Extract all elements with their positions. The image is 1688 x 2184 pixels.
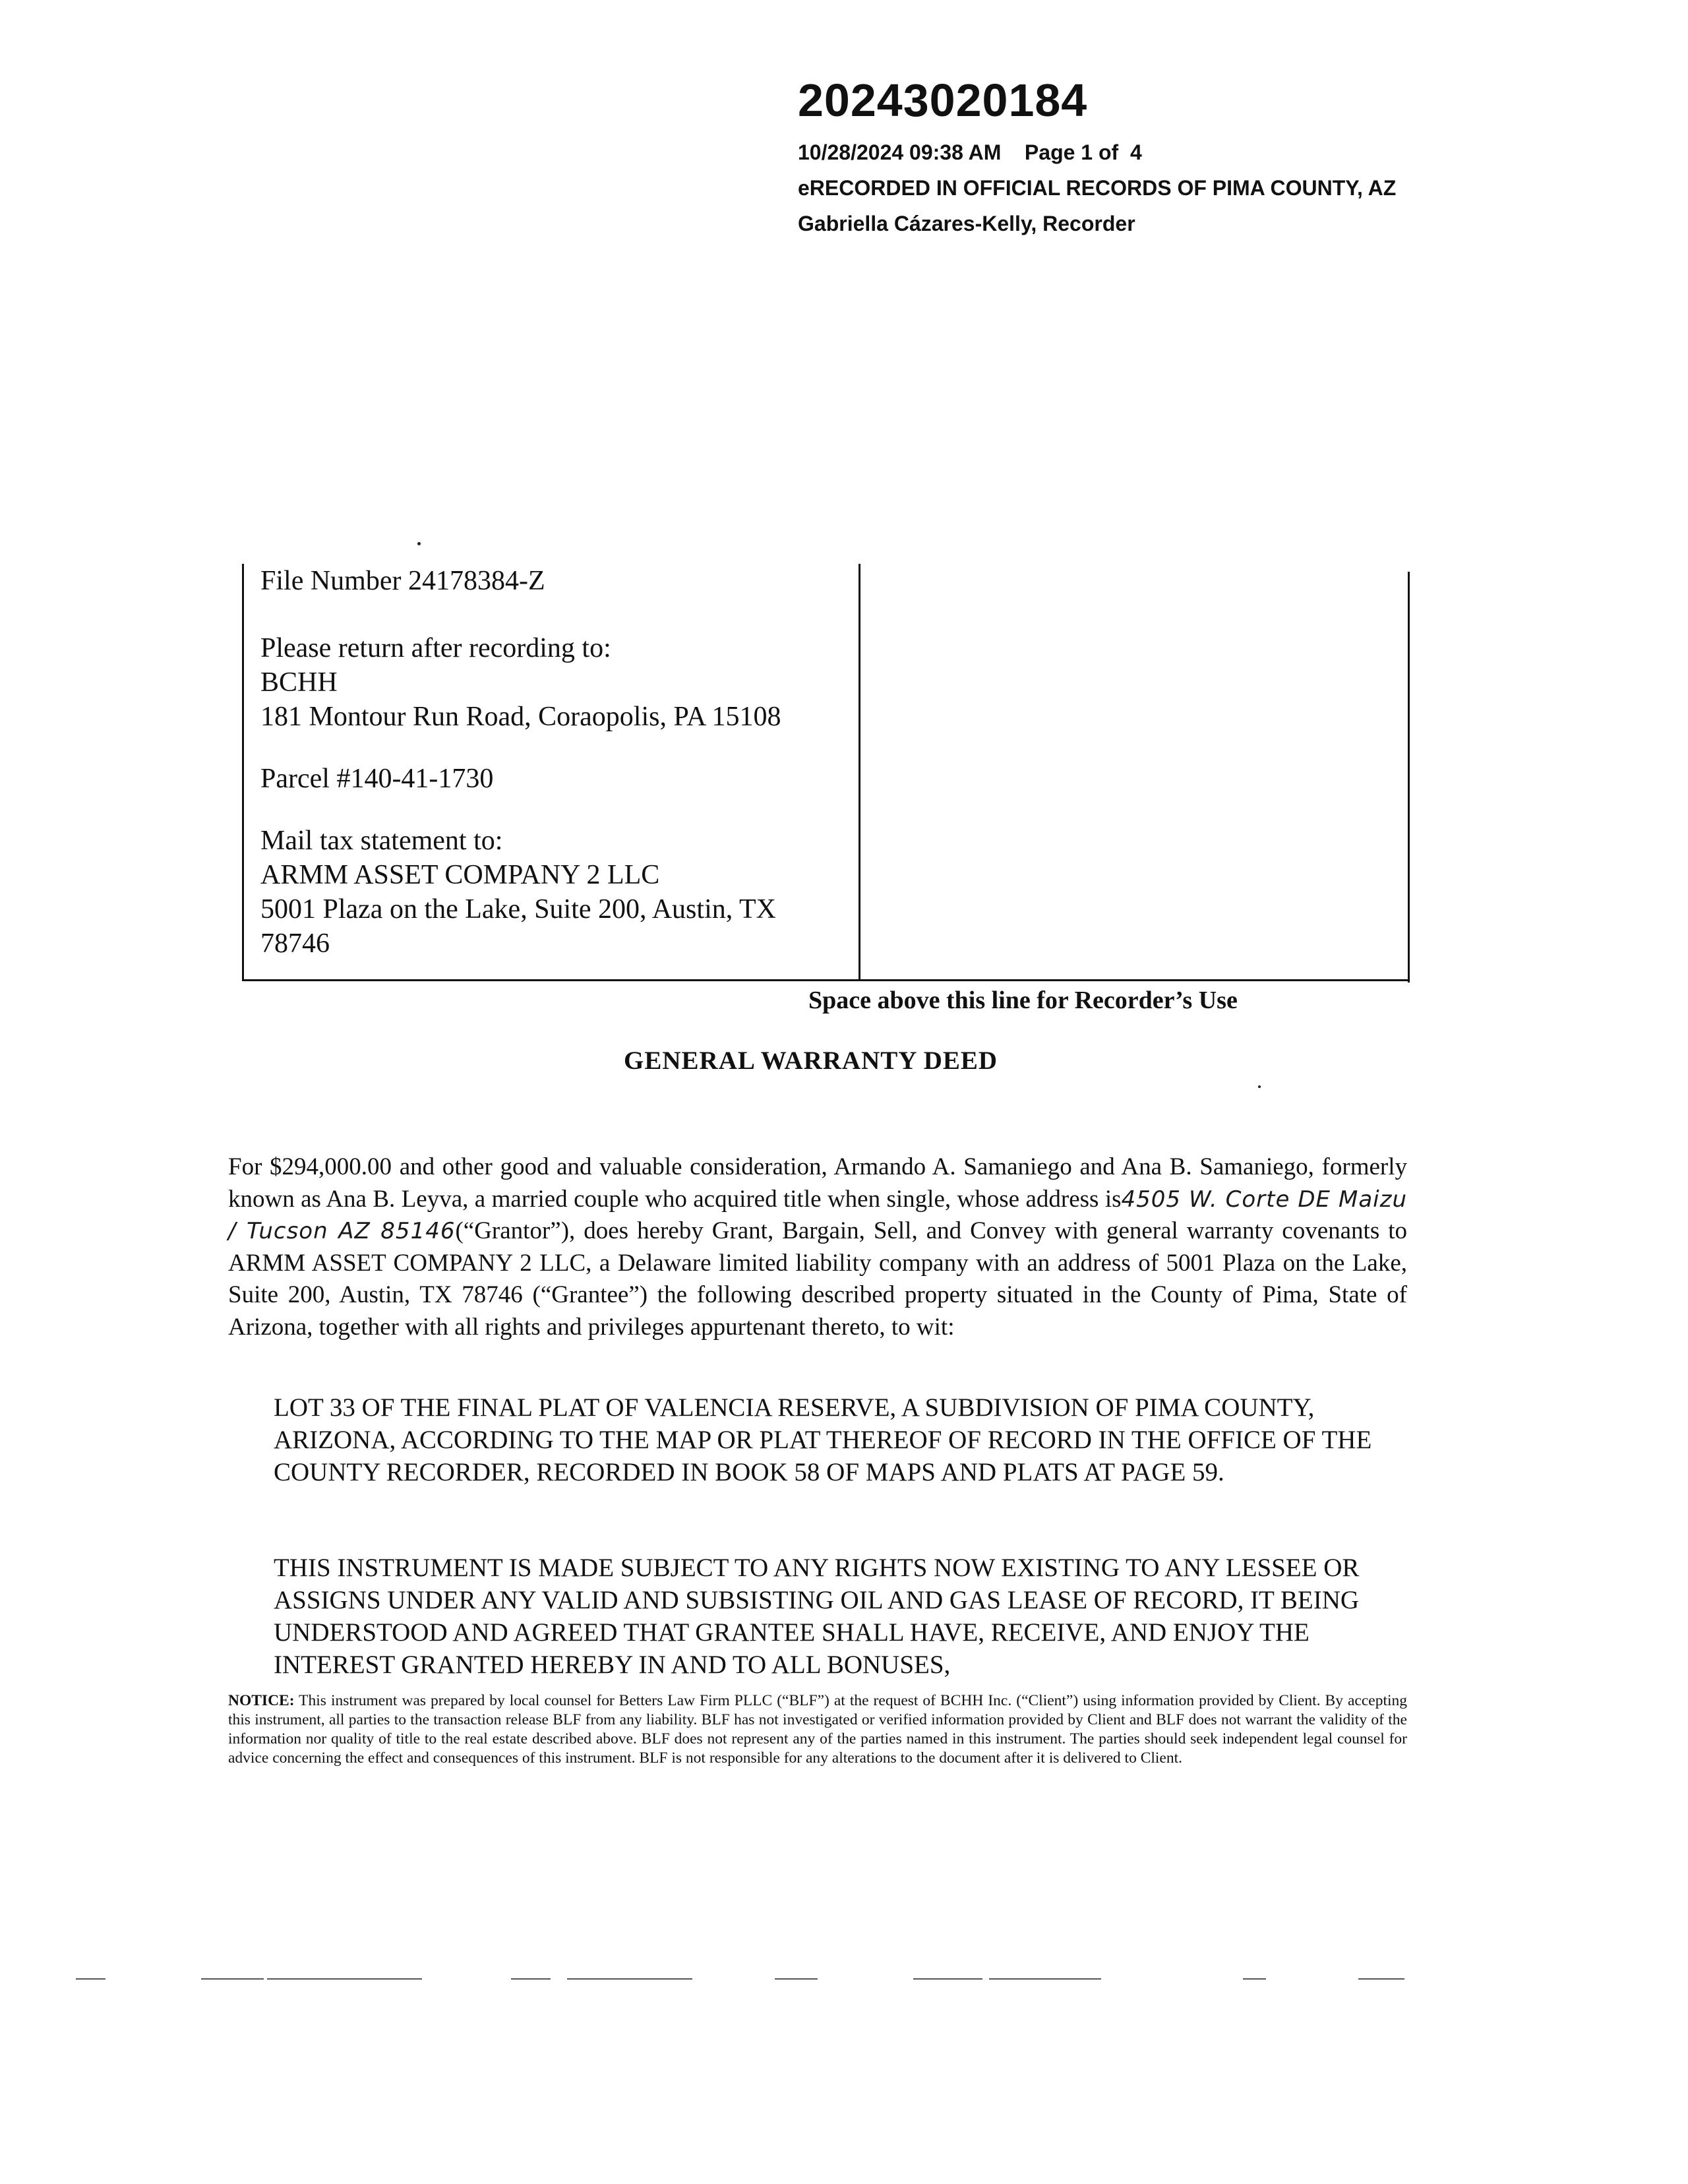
mail-tax-address-line-2: 78746: [260, 928, 330, 959]
preparer-notice: [228, 1691, 1407, 1768]
recording-info-text: [260, 564, 857, 961]
scan-artifact: [913, 1978, 982, 1980]
conveyance-paragraph: [228, 1151, 1407, 1343]
mail-tax-name: ARMM ASSET COMPANY 2 LLC: [260, 860, 660, 890]
scan-artifact: [201, 1978, 264, 1980]
subject-clause: THIS INSTRUMENT IS MADE SUBJECT TO ANY RIGHTS NOW EXISTING TO ANY LESSEE OR ASSIGNS UNDER ANY VALID AND SUBSISTING OIL AND GAS LEASE OF RECORD, IT BEING UNDERSTOOD AND AGREED THAT GRANTEE SHALL HAVE, RECEIVE, AND ENJOY THE INTEREST GRANTED HEREBY IN AND TO ALL BONUSES,: [274, 1554, 1360, 1679]
return-name: BCHH: [260, 667, 338, 698]
scan-artifact: [775, 1978, 818, 1980]
recording-stamp: [798, 74, 1396, 241]
return-address: 181 Montour Run Road, Coraopolis, PA 15108: [260, 702, 781, 732]
conveyance-text-end: (“Grantor”), does hereby Grant, Bargain, Sell, and Convey with general warranty covenants to ARMM ASSET COMPANY 2 LLC, a Delaware limited liability company with an address of 5001 Plaza on the Lake, Suite 200, Austin, TX 78746 (“Grantee”) the following described property situated in the County of Pima, State of Arizona, together with all rights and privileges appurtenant thereto, to wit:: [228, 1217, 1408, 1341]
scan-artifact: [989, 1978, 1101, 1980]
parcel-number: Parcel #140-41-1730: [260, 764, 494, 794]
recorded-line: eRECORDED IN OFFICIAL RECORDS OF PIMA COUNTY, AZ: [798, 176, 1397, 200]
mail-tax-address-line-1: 5001 Plaza on the Lake, Suite 200, Austin, TX: [260, 894, 776, 925]
box-bottom-border: [242, 979, 1410, 981]
notice-text: This instrument was prepared by local counsel for Betters Law Firm PLLC (“BLF”) at the request of BCHH Inc. (“Client”) using information provided by Client. By accepting this instrument, all parties to the transaction release BLF from any liability. BLF has not investigated or verified information provided by Client and BLF does not warrant the validity of the information nor quality of title to the real estate described above. BLF does not represent any of the parties named in this instrument. The parties should seek independent legal counsel for advice concerning the effect and consequences of this instrument. BLF is not responsible for any alterations to the document after it is delivered to Client.: [228, 1692, 1407, 1767]
handwritten-address: 4505 W. Corte DE Maizu / Tucson AZ 85146: [228, 1186, 1408, 1244]
scan-speck: [417, 542, 421, 545]
deed-title: GENERAL WARRANTY DEED: [624, 1046, 998, 1075]
scan-artifact: [267, 1978, 422, 1980]
scan-artifact: [1243, 1978, 1266, 1980]
return-label: Please return after recording to:: [260, 633, 611, 663]
document-number: 20243020184: [798, 75, 1088, 126]
box-left-border: [242, 564, 244, 981]
box-right-border: [1408, 572, 1410, 983]
recording-info-box: [242, 564, 1402, 983]
box-divider: [859, 564, 860, 979]
conveyance-text-start: For $294,000.00 and other good and valuable consideration, Armando A. Samaniego and Ana B. Samaniego, formerly known as Ana B. Leyva, a married couple who acquired title when single, whose address is: [228, 1153, 1407, 1213]
notice-label: NOTICE:: [228, 1692, 295, 1709]
scan-artifact: [511, 1978, 551, 1980]
file-number: File Number 24178384-Z: [260, 566, 545, 596]
scan-speck: [1258, 1085, 1261, 1088]
recorder-use-label: Space above this line for Recorder’s Use: [808, 986, 1238, 1014]
legal-description: LOT 33 OF THE FINAL PLAT OF VALENCIA RESERVE, A SUBDIVISION OF PIMA COUNTY, ARIZONA, ACCORDING TO THE MAP OR PLAT THEREOF OF RECORD IN THE OFFICE OF THE COUNTY RECORDER, RECORDED IN BOOK 58 OF MAPS AND PLATS AT PAGE 59.: [274, 1393, 1372, 1486]
scan-artifact: [76, 1978, 106, 1980]
mail-tax-label: Mail tax statement to:: [260, 826, 503, 856]
scan-artifact: [1358, 1978, 1404, 1980]
recording-datetime-page: 10/28/2024 09:38 AM Page 1 of 4: [798, 140, 1142, 164]
recorder-line: Gabriella Cázares-Kelly, Recorder: [798, 212, 1135, 235]
scan-artifact: [567, 1978, 692, 1980]
